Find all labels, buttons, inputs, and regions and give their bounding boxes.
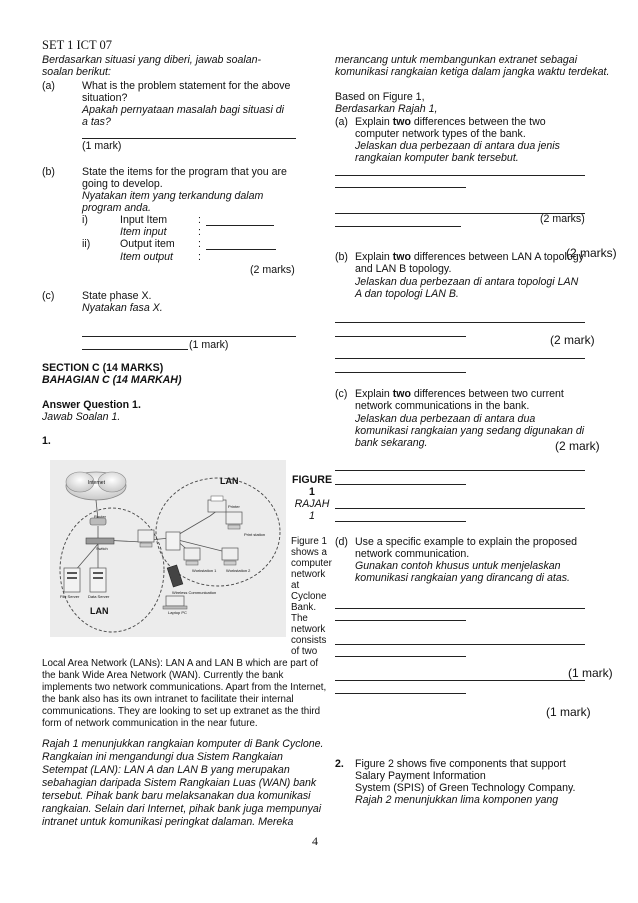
- question-a-ms-2: a tas?: [82, 116, 111, 128]
- side-caption-8: The: [291, 613, 308, 624]
- right-qc-mark: (2 mark): [555, 439, 600, 453]
- answer-line: [335, 693, 466, 694]
- answer-line: [335, 680, 585, 681]
- side-caption-5: at: [291, 580, 300, 591]
- answer-line: [335, 508, 585, 509]
- right-qd-mark-1: (1 mark): [568, 666, 613, 680]
- print-station-icon: [226, 512, 242, 529]
- row1-colon-ms: :: [198, 226, 201, 238]
- side-caption-9: network: [291, 624, 326, 635]
- answer-line: [335, 358, 585, 359]
- router-icon: [90, 518, 106, 525]
- lan-bottom-label: LAN: [90, 606, 109, 616]
- para-ms-6: rangkaian. Selain dari Internet, pihak bank juga mempunyai: [42, 803, 322, 815]
- right-qb-ms-2: A dan topologi LAN B.: [355, 288, 459, 300]
- question-b-en-1: State the items for the program that you are: [82, 166, 287, 178]
- answer-line: [335, 608, 585, 609]
- right-qa-en-1: Explain two differences between the two: [355, 116, 546, 128]
- switch-b-icon: [166, 532, 180, 550]
- workstation-1-label: Workstation 1: [192, 568, 217, 573]
- para-ms-4: sebahagian daripada Sistem Rangkaian Luas (WAN) bank: [42, 777, 317, 789]
- internet-cloud-icon: [66, 472, 126, 500]
- answer-line: [335, 175, 585, 176]
- right-qa-mark: (2 marks): [540, 213, 585, 225]
- row1-en: Input Item: [120, 214, 168, 226]
- right-qd-mark-2: (1 mark): [546, 705, 591, 719]
- right-qd-label: (d): [335, 536, 348, 548]
- answer-line: [335, 336, 466, 337]
- answer-line: [335, 644, 585, 645]
- right-qb-ms-1: Jelaskan dua perbezaan di antara topologi LAN: [355, 276, 579, 288]
- question-a-en-2: situation?: [82, 92, 128, 104]
- right-qb-label: (b): [335, 251, 348, 263]
- question-c-en: State phase X.: [82, 290, 152, 302]
- file-server-icon: [64, 568, 80, 592]
- figure-title-3: RAJAH: [294, 498, 330, 510]
- answer-line: [335, 656, 466, 657]
- question-b-ms-1: Nyatakan item yang terkandung dalam: [82, 190, 264, 202]
- question-c-mark: (1 mark): [189, 339, 229, 351]
- switch-label: Switch: [96, 546, 108, 551]
- para-en-5: communications. They are looking to set up extranet as the third: [42, 706, 321, 717]
- answer-line: [82, 349, 188, 350]
- row2-colon-ms: :: [198, 251, 201, 263]
- answer-instruction-ms: Jawab Soalan 1.: [42, 411, 121, 423]
- side-caption-2: shows a: [291, 547, 327, 558]
- row2-number: ii): [82, 238, 91, 250]
- answer-line: [335, 470, 585, 471]
- instruction-line-1: Berdasarkan situasi yang diberi, jawab soalan-: [42, 54, 262, 66]
- para-en-3: implements two network communications. Apart from the Internet,: [42, 682, 327, 693]
- right-qb-mark: (2 mark): [550, 333, 595, 347]
- para-ms-7: intranet untuk komunikasi peringkat dalaman. Mereka: [42, 816, 294, 828]
- based-on-en: Based on Figure 1,: [335, 91, 425, 103]
- file-server-label: File Server: [60, 594, 80, 599]
- answer-line: [335, 484, 466, 485]
- row1-colon: :: [198, 214, 201, 226]
- workstation-1-icon: [184, 548, 200, 565]
- side-caption-10: consists: [291, 635, 327, 646]
- right-qd-ms-2: komunikasi rangkaian yang dirancang di atas.: [355, 572, 570, 584]
- question-number: 1.: [42, 435, 51, 447]
- para-ms-1: Rajah 1 menunjukkan rangkaian komputer di Bank Cyclone.: [42, 738, 324, 750]
- q2-ms: Rajah 2 menunjukkan lima komponen yang: [355, 794, 559, 806]
- answer-line: [335, 372, 466, 373]
- data-server-icon: [90, 568, 106, 592]
- side-caption-11: of two: [291, 646, 318, 657]
- q2-en-3: System (SPIS) of Green Technology Company.: [355, 782, 576, 794]
- answer-line: [82, 336, 296, 337]
- figure-title-4: 1: [309, 510, 315, 522]
- answer-line: [206, 249, 276, 250]
- router-label: Router: [94, 514, 107, 519]
- answer-line: [82, 138, 296, 139]
- internet-label: Internet: [88, 480, 105, 486]
- question-b-en-2: going to develop.: [82, 178, 163, 190]
- right-qd-en-1: Use a specific example to explain the proposed: [355, 536, 578, 548]
- question-b-mark: (2 marks): [250, 264, 295, 276]
- answer-line: [335, 226, 461, 227]
- para-en-6: form of network communication in the near future.: [42, 718, 258, 729]
- laptop-label: Laptop PC: [168, 610, 187, 615]
- workstation-2-icon: [222, 548, 238, 565]
- right-qd-ms-1: Gunakan contoh khusus untuk menjelaskan: [355, 560, 561, 572]
- question-a-en-1: What is the problem statement for the above: [82, 80, 291, 92]
- section-title-en: SECTION C (14 MARKS): [42, 362, 164, 374]
- right-qb-mark-overlap: (2 marks): [566, 246, 617, 260]
- right-qc-label: (c): [335, 388, 348, 400]
- right-qa-ms-1: Jelaskan dua perbezaan di antara dua jenis: [355, 140, 560, 152]
- answer-line: [335, 620, 466, 621]
- right-qb-en-1: Explain two differences between LAN A topology: [355, 251, 584, 263]
- side-caption-7: Bank.: [291, 602, 317, 613]
- para-en-2: the bank Wide Area Network (WAN). Currently the bank: [42, 670, 284, 681]
- printer-label: Printer: [228, 504, 240, 509]
- right-qc-ms-1: Jelaskan dua perbezaan di antara dua: [355, 413, 536, 425]
- workstation-2-label: Workstation 2: [226, 568, 251, 573]
- question-a-ms-1: Apakah pernyataan masalah bagi situasi di: [82, 104, 285, 116]
- answer-line: [335, 322, 585, 323]
- laptop-icon: [163, 596, 187, 609]
- question-a-mark: (1 mark): [82, 140, 122, 152]
- figure-title-2: 1: [309, 486, 315, 498]
- right-qa-en-2: computer network types of the bank.: [355, 128, 526, 140]
- wireless-label: Wireless Communication: [172, 590, 217, 595]
- printer-icon: [208, 496, 226, 512]
- row2-en: Output item: [120, 238, 175, 250]
- instruction-line-2: soalan berikut:: [42, 66, 111, 78]
- question-b-label: (b): [42, 166, 55, 178]
- right-qb-en-2: and LAN B topology.: [355, 263, 452, 275]
- answer-line: [206, 225, 274, 226]
- question-a-label: (a): [42, 80, 55, 92]
- para-ms-2: Rangkaian ini mengandungi dua Sistem Rangkaian: [42, 751, 283, 763]
- right-qa-ms-2: rangkaian komputer bank tersebut.: [355, 152, 519, 164]
- data-server-label: Data Server: [88, 594, 110, 599]
- figure-title-1: FIGURE: [291, 474, 333, 486]
- answer-line: [335, 187, 466, 188]
- page-number: 4: [312, 834, 318, 848]
- side-caption-4: network: [291, 569, 326, 580]
- section-title-ms: BAHAGIAN C (14 MARKAH): [42, 374, 182, 386]
- para-ms-5: tersebut. Pihak bank baru melaksanakan dua komunikasi: [42, 790, 311, 802]
- right-qa-label: (a): [335, 116, 348, 128]
- right-qc-en-2: network communications in the bank.: [355, 400, 530, 412]
- row2-ms: Item output: [120, 251, 173, 263]
- right-qd-en-2: network communication.: [355, 548, 470, 560]
- side-caption-1: Figure 1: [291, 536, 327, 547]
- answer-line: [335, 521, 466, 522]
- para-en-4: the bank also has its own intranet to facilitate their internal: [42, 694, 294, 705]
- para-ms-3: Setempat (LAN): LAN A dan LAN B yang merupakan: [42, 764, 290, 776]
- question-c-label: (c): [42, 290, 55, 302]
- cont-ms-1: merancang untuk membangunkan extranet sebagai: [335, 54, 578, 66]
- based-on-ms: Berdasarkan Rajah 1,: [335, 103, 438, 115]
- para-en-1: Local Area Network (LANs): LAN A and LAN B which are part of: [42, 658, 319, 669]
- switch-icon: [86, 538, 114, 544]
- q2-number: 2.: [335, 758, 344, 770]
- answer-instruction-en: Answer Question 1.: [42, 399, 141, 411]
- cont-ms-2: komunikasi rangkaian ketiga dalam jangka waktu terdekat.: [335, 66, 610, 78]
- question-c-ms: Nyatakan fasa X.: [82, 302, 163, 314]
- right-qc-ms-3: bank sekarang.: [355, 437, 428, 449]
- row1-number: i): [82, 214, 88, 226]
- row1-ms: Item input: [120, 226, 167, 238]
- workstation-icon: [138, 530, 154, 547]
- q2-en-1: Figure 2 shows five components that support: [355, 758, 566, 770]
- side-caption-3: computer: [291, 558, 332, 569]
- row2-colon: :: [198, 238, 201, 250]
- q2-en-2: Salary Payment Information: [355, 770, 486, 782]
- right-qc-en-1: Explain two differences between two current: [355, 388, 564, 400]
- set-label: SET 1 ICT 07: [42, 38, 113, 52]
- question-b-ms-2: program anda.: [82, 202, 151, 214]
- side-caption-6: Cyclone: [291, 591, 327, 602]
- right-qc-ms-2: komunikasi rangkaian yang sedang digunakan di: [355, 425, 585, 437]
- wireless-device-icon: [167, 565, 183, 587]
- network-figure: [50, 460, 286, 637]
- print-station-label: Print station: [244, 532, 266, 537]
- lan-top-label: LAN: [220, 476, 239, 486]
